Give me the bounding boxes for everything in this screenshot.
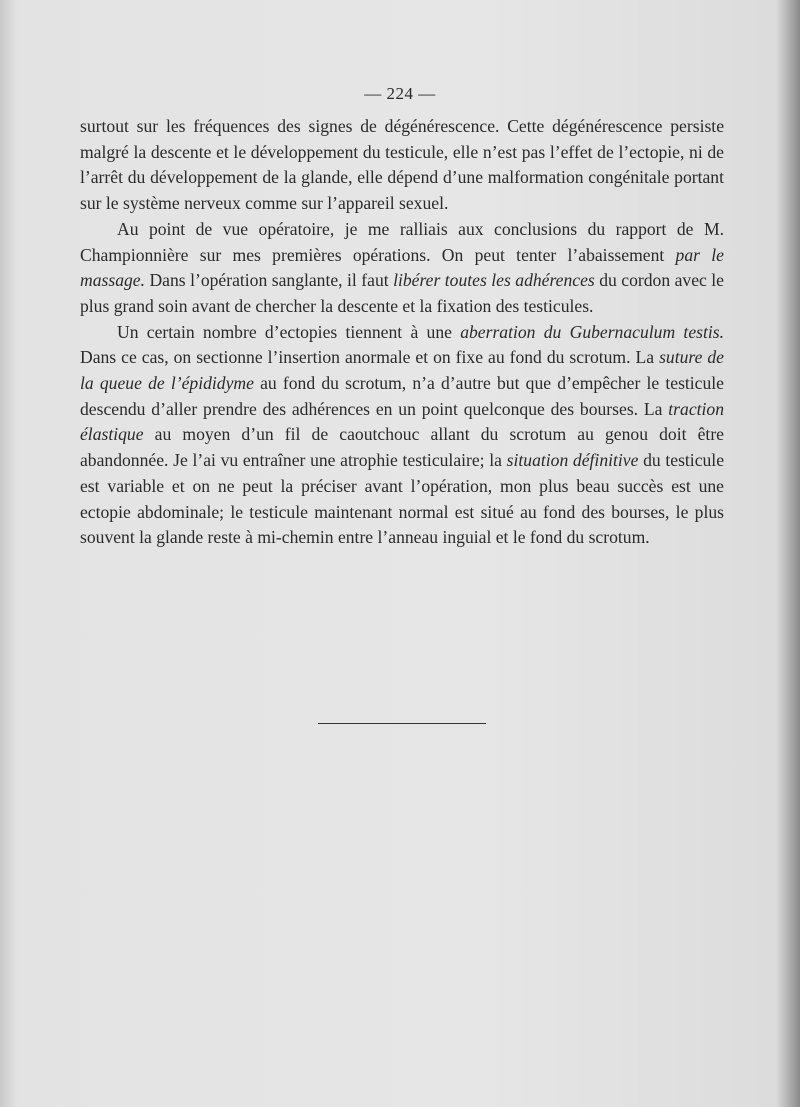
- italic-phrase: suture de la queue de l’épididyme: [80, 347, 724, 394]
- italic-phrase: traction élastique: [80, 398, 724, 445]
- text-run: du testicule est variable et on ne peut la préciser avant l’opération, mon plus beau succès est une ectopie abdominale; le testicule maintenant normal est situé au fond des bourses, le plus souvent la glande reste à mi-chemin entre l’anneau inguial et le fond du scrotum.: [80, 450, 725, 548]
- italic-phrase: aberration du Gubernaculum testis.: [460, 321, 724, 342]
- text-run: Au point de vue opératoire, je me ralliais aux conclusions du rapport de M. Championnière sur mes premières opérations. On peut tenter l’abaissement: [80, 218, 724, 265]
- paragraph: [80, 320, 724, 551]
- text-run: surtout sur les fréquences des signes de dégénérescence. Cette dégénérescence persiste malgré la descente et le développement du testicule, elle n’est pas l’effet de l’ectopie, ni de l’arrêt du développement de la glande, elle dépend d’une malformation congénitale portant sur le système nerveux comme sur l’appareil sexuel.: [80, 116, 724, 214]
- text-run: au fond du scrotum, n’a d’autre but que d’empêcher le testicule descendu d’aller prendre des adhérences en un point quelconque des bourses. La: [80, 373, 724, 419]
- italic-phrase: libérer toutes les adhérences: [393, 270, 595, 291]
- section-divider: [318, 723, 486, 724]
- page-number: — 224 —: [364, 84, 436, 103]
- text-run: Dans l’opération sanglante, il faut: [145, 270, 394, 291]
- paragraph: [80, 217, 724, 320]
- paragraph: [80, 114, 724, 217]
- body-text: [80, 114, 724, 551]
- text-run: Un certain nombre d’ectopies tiennent à une: [117, 321, 461, 342]
- text-run: du cordon avec le plus grand soin avant de chercher la descente et la fixation des testicules.: [80, 270, 724, 316]
- italic-phrase: par le massage.: [80, 244, 724, 291]
- text-run: au moyen d’un fil de caoutchouc allant du scrotum au genou doit être abandonnée. Je l’ai vu entraîner une atrophie testiculaire; la: [80, 424, 724, 471]
- text-run: Dans ce cas, on sectionne l’insertion anormale et on fixe au fond du scrotum. La: [80, 347, 660, 368]
- italic-phrase: situation définitive: [506, 450, 639, 471]
